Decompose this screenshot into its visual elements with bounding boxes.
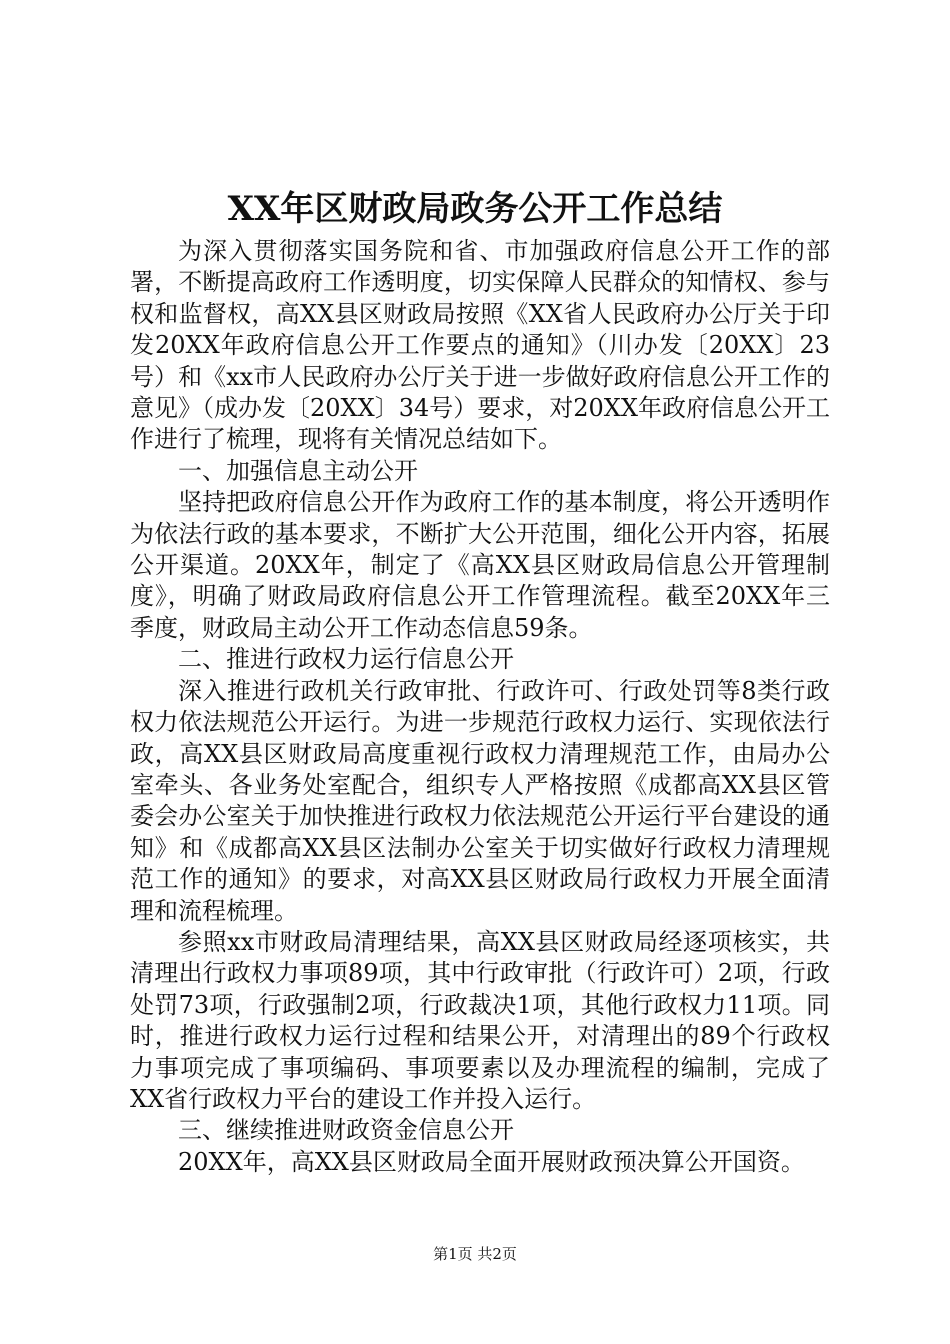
paragraph-section-2b: 参照xx市财政局清理结果，高XX县区财政局经逐项核实，共清理出行政权力事项89项，其中行政审批（行政许可）2项，行政处罚73项，行政强制2项，行政裁决1项，其他行政权力11项。同时，推进行政权力运行过程和结果公开，对清理出的89个行政权力事项完成了事项编码、事项要素以及办理流程的编制，完成了XX省行政权力平台的建设工作并投入运行。 xyxy=(130,927,830,1113)
section-heading-1: 一、加强信息主动公开 xyxy=(178,456,418,485)
paragraph-section-2a: 深入推进行政机关行政审批、行政许可、行政处罚等8类行政权力依法规范公开运行。为进一步规范行政权力运行、实现依法行政，高XX县区财政局高度重视行政权力清理规范工作，由局办公室牵头、各业务处室配合，组织专人严格按照《成都高XX县区管委会办公室关于加快推进行政权力依法规范公开运行平台建设的通知》和《成都高XX县区法制办公室关于切实做好行政权力清理规范工作的通知》的要求，对高XX县区财政局行政权力开展全面清理和流程梳理。 xyxy=(130,676,830,925)
paragraph-intro: 为深入贯彻落实国务院和省、市加强政府信息公开工作的部署，不断提高政府工作透明度，切实保障人民群众的知情权、参与权和监督权，高XX县区财政局按照《XX省人民政府办公厅关于印发20XX年政府信息公开工作要点的通知》（川办发〔20XX〕23号）和《xx市人民政府办公厅关于进一步做好政府信息公开工作的意见》（成办发〔20XX〕34号）要求，对20XX年政府信息公开工作进行了梳理，现将有关情况总结如下。 xyxy=(130,237,830,454)
section-heading-2: 二、推进行政权力运行信息公开 xyxy=(178,645,514,674)
paragraph-section-1: 坚持把政府信息公开作为政府工作的基本制度，将公开透明作为依法行政的基本要求，不断扩大公开范围，细化公开内容，拓展公开渠道。20XX年，制定了《高XX县区财政局信息公开管理制度》，明确了财政局政府信息公开工作管理流程。截至20XX年三季度，财政局主动公开工作动态信息59条。 xyxy=(130,488,830,642)
document-body xyxy=(130,236,830,1178)
paragraph-section-3: 20XX年，高XX县区财政局全面开展财政预决算公开国资。 xyxy=(178,1147,805,1176)
document-title: XX年区财政局政务公开工作总结 xyxy=(227,189,723,229)
page-number-footer: 第1页 共2页 xyxy=(433,1245,517,1263)
section-heading-3: 三、继续推进财政资金信息公开 xyxy=(178,1116,514,1145)
